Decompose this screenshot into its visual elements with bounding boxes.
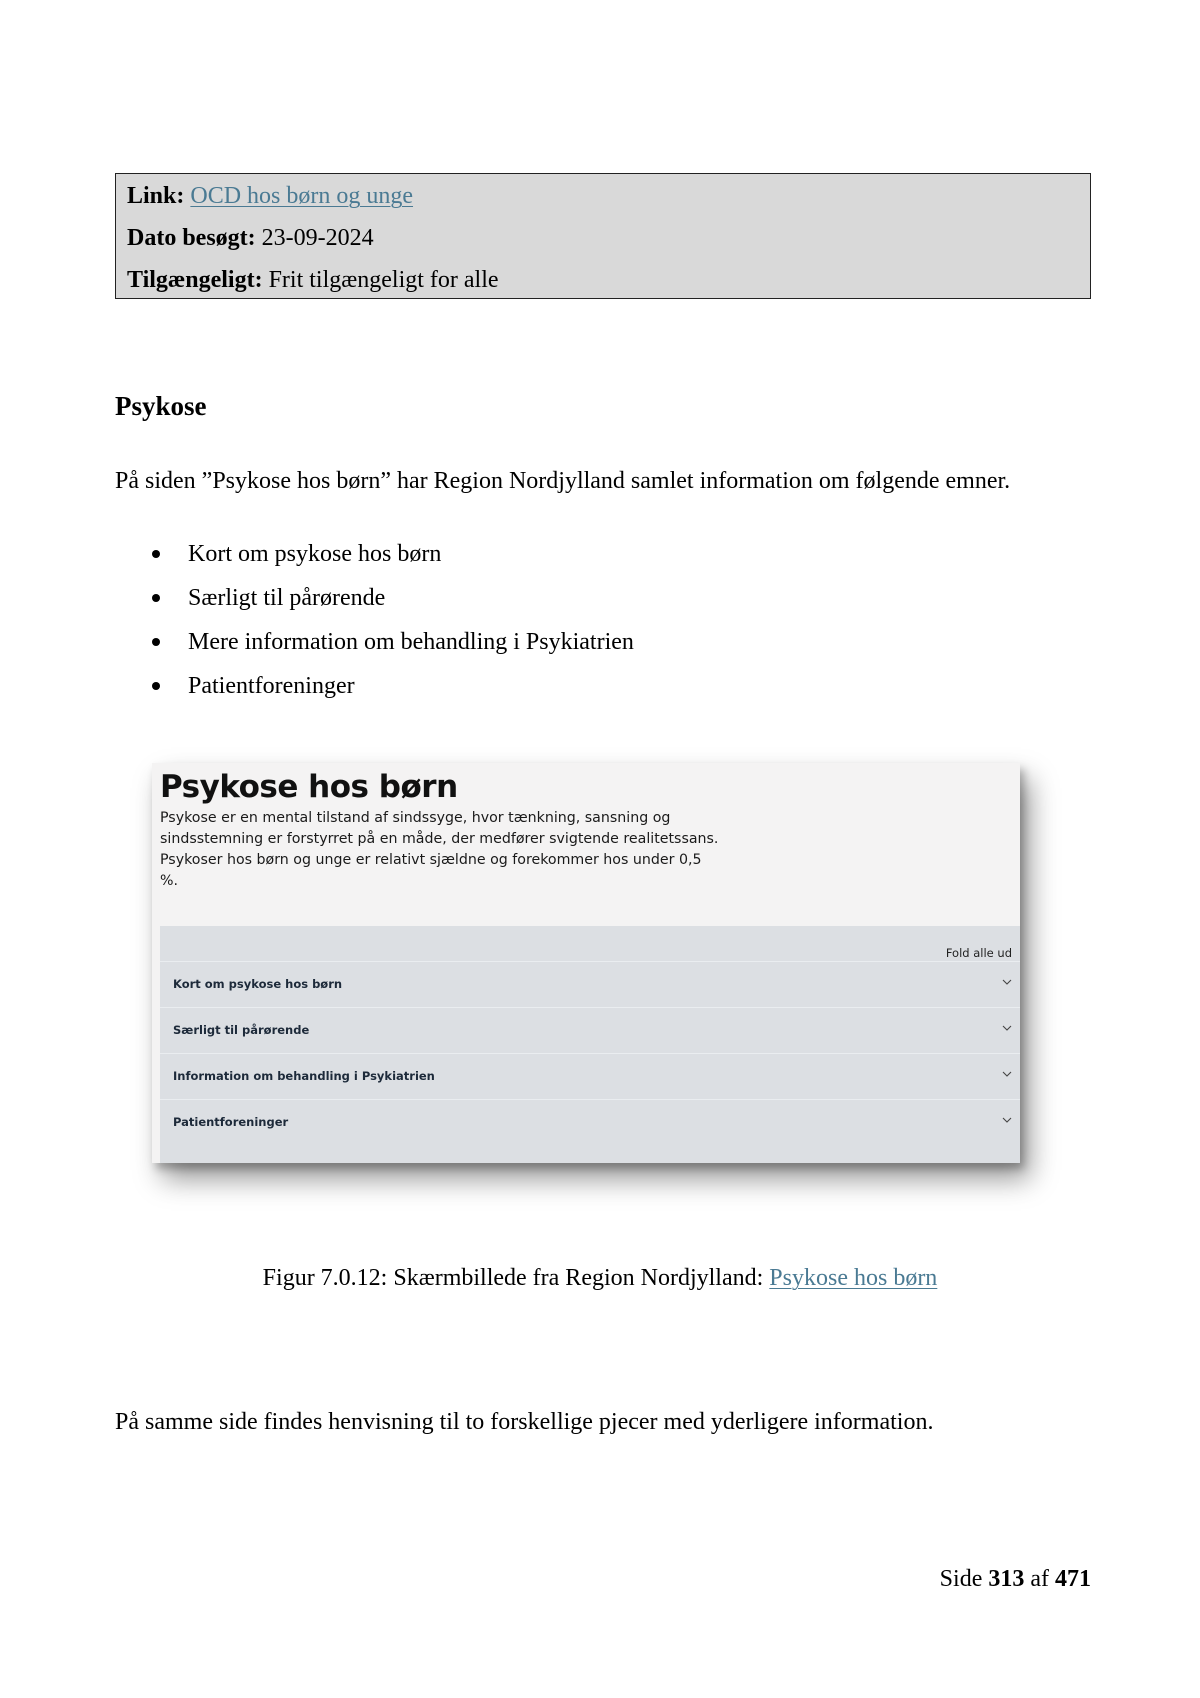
accordion-item[interactable] — [160, 1099, 1020, 1145]
source-link[interactable]: OCD hos børn og unge — [190, 183, 414, 209]
source-info-box — [115, 173, 1091, 299]
page-number-footer — [940, 1563, 1091, 1595]
list-item: Mere information om behandling i Psykiatrien — [115, 623, 634, 667]
caption-link[interactable]: Psykose hos børn — [769, 1265, 938, 1291]
figure-caption — [0, 1262, 1200, 1294]
link-line — [127, 175, 1079, 217]
intro-paragraph: På siden ”Psykose hos børn” har Region Nordjylland samlet information om følgende emner. — [115, 468, 1011, 494]
screenshot-description — [160, 808, 720, 892]
topic-list — [115, 535, 634, 711]
accordion-item[interactable] — [160, 1053, 1020, 1099]
outro-paragraph: På samme side findes henvisning til to forskellige pjecer med yderligere information. — [115, 1409, 934, 1435]
current-page: 313 — [988, 1566, 1025, 1592]
figure-screenshot — [152, 763, 1020, 1163]
screenshot-title: Psykose hos børn — [160, 769, 458, 805]
access-label: Tilgængeligt: — [127, 267, 263, 293]
date-line — [127, 217, 1079, 259]
date-label: Dato besøgt: — [127, 225, 256, 251]
accordion-item-label: Patientforeninger — [173, 1115, 289, 1129]
accordion-item-label: Særligt til pårørende — [173, 1023, 310, 1037]
chevron-down-icon — [1002, 978, 1010, 986]
chevron-down-icon — [1002, 1024, 1010, 1032]
date-value: 23-09-2024 — [261, 225, 374, 251]
accordion-item-label: Information om behandling i Psykiatrien — [173, 1069, 435, 1083]
list-item: Særligt til pårørende — [115, 579, 634, 623]
total-pages: 471 — [1055, 1566, 1091, 1592]
accordion — [160, 926, 1020, 1163]
of-word: af — [1030, 1566, 1049, 1592]
accordion-item-label: Kort om psykose hos børn — [173, 977, 343, 991]
link-label: Link: — [127, 183, 185, 209]
description-line: Psykoser hos børn og unge er relativt sjældne og forekommer hos under 0,5 — [160, 852, 702, 868]
description-line: %. — [160, 873, 178, 889]
fold-all-button[interactable]: Fold alle ud — [945, 946, 1012, 960]
caption-text: Figur 7.0.12: Skærmbillede fra Region Nordjylland: — [262, 1265, 770, 1291]
description-line: Psykose er en mental tilstand af sindssyge, hvor tænkning, sansning og — [160, 810, 671, 826]
accordion-item[interactable] — [160, 961, 1020, 1007]
access-value: Frit tilgængeligt for alle — [268, 267, 499, 293]
description-line: sindsstemning er forstyrret på en måde, der medfører svigtende realitetssans. — [160, 831, 719, 847]
section-heading: Psykose — [115, 391, 207, 421]
chevron-down-icon — [1002, 1116, 1010, 1124]
list-item: Kort om psykose hos børn — [115, 535, 634, 579]
access-line — [127, 259, 1079, 301]
accordion-item[interactable] — [160, 1007, 1020, 1053]
list-item: Patientforeninger — [115, 667, 634, 711]
chevron-down-icon — [1002, 1070, 1010, 1078]
page-word: Side — [939, 1566, 983, 1592]
